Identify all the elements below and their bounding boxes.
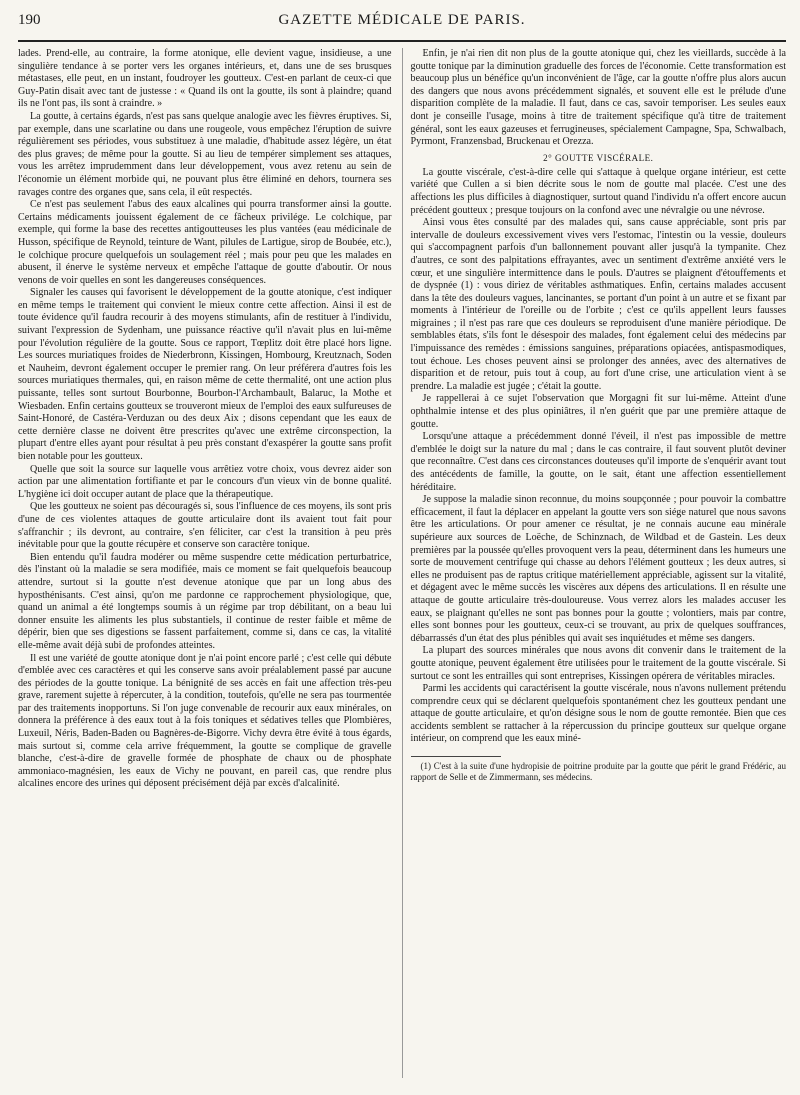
paragraph: La plupart des sources minérales que nous avons dit convenir dans le traitement de la goutte atonique, peuvent également être utilisées pour le traitement de la goutte viscérale. Si surtout ce sont les entrailles qui sont entreprises, Kissingen opérera de véritables miracles. — [410, 645, 786, 682]
paragraph: Quelle que soit la source sur laquelle vous arrêtiez votre choix, vous devrez aider son action par une alimentation fortifiante et par le concours d'un vieux vin de bonne qualité. L'hygiène ici doit occuper autant de place que la thérapeutique. — [18, 463, 392, 500]
paragraph: Bien entendu qu'il faudra modérer ou même suspendre cette médication perturbatrice, dès l'instant où la maladie se sera modifiée, mais ce moment se fait quelquefois beaucoup attendre, surtout si la goutte n'est devenue atonique que par un long abus des hyposthénisants. C'est ainsi, qu'on me pardonne ce rapprochement physiologique, que, quand un animal a été longtemps soumis à un régime par trop débilitant, on a beau lui donner ensuite les aliments les plus substantiels, il continue de rester faible et même de dépérir, bien que ses digestions se fassent parfaitement, comme si, dans ce cas, la vitalité elle-même avait déjà subi de profondes atteintes. — [18, 551, 392, 651]
paragraph: Ainsi vous êtes consulté par des malades qui, sans cause appréciable, sont pris par intervalle de douleurs excessivement vives vers l'estomac, l'intestin ou la vessie, douleurs qui s'accompagnent parfois d'un ballonnement pouvant aller jusqu'à la tympanite. Chez d'autres, ce sont des palpitations effrayantes, avec un sentiment d'extrême anxiété vers le cœur, et une singulière intermittence dans le pouls. D'autres se plaignent d'étouffements et de dyspnée (1) : vous diriez de véritables asthmatiques. Enfin, certains malades accusent dans la tête des douleurs vagues, lancinantes, se portant d'un point à un autre et se fixant par moments à l'intérieur de l'oreille ou de l'orbite ; c'est ce qu'ils appellent leurs fausses migraines ; il n'est pas rare que ces douleurs se reproduisent d'une manière périodique. De semblables états, s'ils font le désespoir des malades, font également celui des médecins par l'impuissance des remèdes : émissions sanguines, préparations opiacées, antispasmodiques, tout échoue. Les choses peuvent ainsi se prolonger des années, avec des alternatives de disparition et de retour, puis tout à coup, au fort d'une crise, une articulation vient à se prendre. La maladie est jugée ; c'était la goutte. — [410, 217, 786, 392]
page-header — [18, 12, 786, 36]
paragraph: Lorsqu'une attaque a précédemment donné l'éveil, il n'est pas impossible de mettre d'emblée le doigt sur la nature du mal ; dans le cas contraire, il faut souvent plutôt deviner que reconnaître. C'est dans ces circonstances douteuses qu'il importe de s'enquérir avant tout des antécédents de famille, la goutte, on le sait, étant une affection essentiellement héréditaire. — [410, 431, 786, 493]
paragraph: Signaler les causes qui favorisent le développement de la goutte atonique, c'est indiquer en même temps le traitement qui convient le mieux contre cette affection. Ainsi il est de toute évidence qu'il faudra recourir à des moyens stimulants, afin de restituer à l'individu, suivant l'expression de Sydenham, une puissance réactive qu'il n'avait plus en lui-même pour l'évolution régulière de la goutte. Sous ce rapport, Tœplitz doit être placé hors ligne. Les sources muriatiques froides de Niederbronn, Kissingen, Hombourg, Kreutznach, Soden et Nauheim, devront également occuper le premier rang. On leur préférera d'autres fois les sources muriatiques thermales, qui, en raison même de cette thermalité, ont une action plus puissante, telles sont surtout Bourbonne, Bourbon-l'Archambault, Balaruc, la Mothe et Wiesbaden. Enfin certains goutteux se trouveront mieux de l'emploi des eaux sulfureuses de Saint-Honoré, de Castéra-Verduzan ou des deux Aix ; disons cependant que les eaux de cette dernière classe ne doivent être prescrites qu'avec une extrême circonspection, la plupart d'entre elles ayant pour résultat à peu près constant d'exaspérer la goutte sans profit bien notable pour les goutteux. — [18, 287, 392, 462]
paragraph: Je suppose la maladie sinon reconnue, du moins soupçonnée ; pour pouvoir la combattre efficacement, il faut la déplacer en appelant la goutte vers son siége naturel que nous savons être les articulations. Or pour amener ce résultat, je ne connais aucune eau minérale supérieure aux sources de Loëche, de Schinznach, de Wildbad et de Gastein. Les deux premières par la poussée qu'elles provoquent vers la peau, déterminent dans les humeurs une sorte de mouvement centrifuge qui chasse au dehors l'élément goutteux ; les deux autres, si elles ne produisent pas de raptus critique matériellement appréciable, agissent sur la vitalité, et dégagent avec le même succès les viscères aux dépens des articulations. Il en résulte une attaque de goutte articulaire très-douloureuse. Vous verrez alors les malades accuser les eaux, se plaignant qu'elles ne sont pas bonnes pour la goutte ; volontiers, mais par contre, elles sont bonnes pour les goutteux, ceux-ci se trouvant, au prix de quelques souffrances, débarrassés d'un état des plus pénibles qui avait ses inquiétudes et même ses dangers. — [410, 494, 786, 644]
paragraph: Enfin, je n'ai rien dit non plus de la goutte atonique qui, chez les vieillards, succède à la goutte tonique par la diminution graduelle des forces de l'économie. Cette transformation est beaucoup plus un bénéfice qu'un inconvénient de l'âge, car la goutte n'offre plus alors aucun des dangers que nous avons précédemment signalés, et souvent elle est le prélude d'une disparition complète de la maladie. Il faut, dans ce cas, savoir temporiser. Les seules eaux dont je conseille l'usage, moins à titre de traitement spécifique qu'à titre de traitement général, sont les eaux gazeuses et ferrugineuses, spécialement Campagne, Spa, Schwalbach, Pyrmont, Franzensbad, Bruckenau et Orezza. — [410, 48, 786, 148]
footnote-rule — [411, 756, 501, 757]
footnote: (1) C'est à la suite d'une hydropisie de poitrine produite par la goutte que périt le grand Frédéric, au rapport de Selle et de Zimmermann, ses médecins. — [410, 761, 786, 783]
running-title: GAZETTE MÉDICALE DE PARIS. — [278, 12, 526, 28]
paragraph: Parmi les accidents qui caractérisent la goutte viscérale, nous n'avons nullement prétendu comprendre ceux qui se déclarent quelquefois spontanément chez les goutteux pendant une attaque de goutte articulaire, et qu'on désigne sous le nom de goutte remontée. Bien que ces accidents semblent se rattacher à la répercussion du principe goutteux sur quelque organe intérieur, on comprend que les eaux miné- — [410, 683, 786, 745]
paragraph: lades. Prend-elle, au contraire, la forme atonique, elle devient vague, insidieuse, a une singulière tendance à se porter vers les organes intérieurs, et, dans une de ses brusques métastases, elle peut, en un instant, foudroyer les goutteux. C'est-en parlant de ceux-ci que Guy-Patin disait avec tant de justesse : « Quand ils ont la goutte, ils sont à plaindre; quand ils ne l'ont pas, ils sont à craindre. » — [18, 48, 392, 110]
page-number: 190 — [18, 12, 41, 28]
paragraph: Il est une variété de goutte atonique dont je n'ai point encore parlé ; c'est celle qui débute d'emblée avec ces caractères et qui les conserve sans avoir préalablement passé par aucune des périodes de la goutte tonique. La bénignité de ses accès en fait une affection très-peu grave, rarement sujette à répercuter, à la condition, toutefois, qu'elle ne sera pas tourmentée par des traitements inopportuns. Si l'on juge convenable de recourir aux eaux minérales, on donnera la préférence à des eaux tout à la fois toniques et sédatives telles que Plombières, Luxeuil, Néris, Baden-Baden ou Bagnères-de-Bigorre. Vichy devra être évité à tous égards, mais surtout si, comme cela arrive fréquemment, la goutte se complique de gravelle blanche, c'est-à-dire de gravelle formée de phosphate de chaux ou de phosphate ammoniaco-magnésien, les eaux de Vichy ne pouvant, en pareil cas, que rendre plus alcalines encore des urines qui déposent précisément déjà par excès d'alcalinité. — [18, 652, 392, 790]
right-column — [402, 48, 786, 1078]
left-column — [18, 48, 392, 1078]
paragraph: Ce n'est pas seulement l'abus des eaux alcalines qui pourra transformer ainsi la goutte. Certains médicaments jouissent également de ce fâcheux privilége. Le colchique, par exemple, qui forme la base des recettes antigoutteuses les plus vantées (eau médicinale de Husson, spécifique de Reynold, teinture de Want, pilules de Lartigue, sirop de Boubée, etc.), le colchique procure quelquefois un soulagement réel ; mais pour peu que les malades en abusent, il énerve le système nerveux et empêche l'attaque de goutte d'aboutir. Or nous venons de voir quelles en sont les dangereuses conséquences. — [18, 199, 392, 286]
paragraph: La goutte, à certains égards, n'est pas sans quelque analogie avec les fièvres éruptives. Si, par exemple, dans une scarlatine ou dans une rougeole, vous empêchez l'éruption de suivre régulièrement ses périodes, vous substituez à une maladie, d'habitude assez légère, un état des plus graves; de même pour la goutte. Si au lieu de tempérer simplement ses attaques, vous les arrêtez imprudemment dans leur développement, vous avez retenu au sein de l'économie un élément morbide qui, ne pouvant plus être éliminé en dehors, tournera ses ravages contre des organes que, sans cela, il eût respectés. — [18, 110, 392, 198]
two-column-body — [18, 48, 786, 1078]
section-heading: 2° GOUTTE VISCÉRALE. — [543, 152, 654, 163]
paragraph: Je rappellerai à ce sujet l'observation que Morgagni fit sur lui-même. Atteint d'une ophthalmie intense et des plus opiniâtres, il n'en guérit que par une première attaque de goutte. — [410, 393, 786, 430]
header-rule — [18, 40, 786, 42]
paragraph: Que les goutteux ne soient pas découragés si, sous l'influence de ces moyens, ils sont pris d'une de ces violentes attaques de goutte articulaire dont ils avaient tout fait pour s'affranchir ; ils devront, au contraire, s'en féliciter, car c'est la transition à peu près inévitable pour que la goutte récupère et conserve son caractère tonique. — [18, 501, 392, 551]
paragraph: La goutte viscérale, c'est-à-dire celle qui s'attaque à quelque organe intérieur, est cette variété que Cullen a si bien décrite sous le nom de goutte mal placée. C'est une des affections les plus difficiles à diagnostiquer, surtout quand l'individu n'a offert encore aucun précédent goutteux ; presque toujours on la confond avec une névralgie ou une névrose. — [410, 166, 786, 216]
